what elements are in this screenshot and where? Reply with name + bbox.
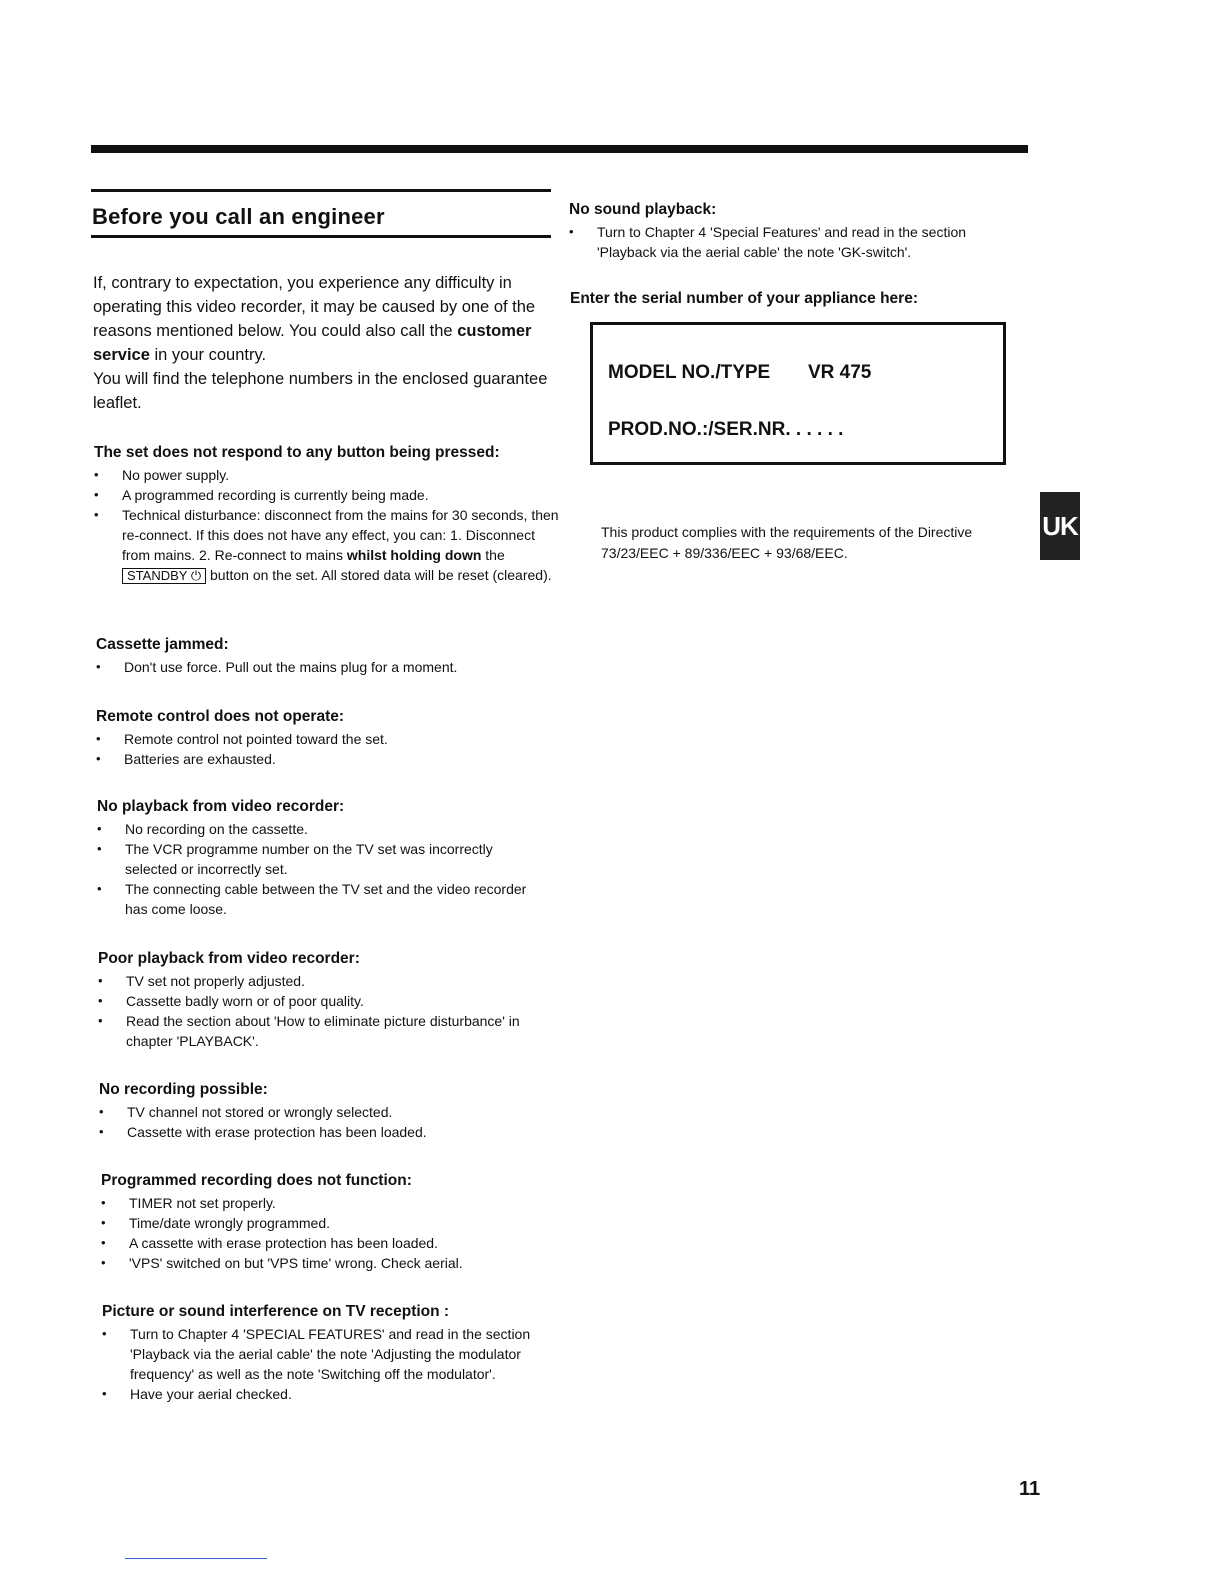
- section-cassette-jammed: [96, 635, 556, 677]
- section-heading: No playback from video recorder:: [97, 798, 345, 815]
- intro-text-3: You will find the telephone numbers in the enclosed guarantee leaflet.: [93, 370, 548, 412]
- list-item: • 'VPS' switched on but 'VPS time' wrong. Check aerial.: [101, 1253, 561, 1273]
- standby-button-label: STANDBY ⏻: [122, 568, 206, 584]
- section-no-recording: [99, 1080, 559, 1142]
- section-heading: Picture or sound interference on TV reception :: [102, 1303, 450, 1320]
- intro-text-1: If, contrary to expectation, you experience any difficulty in operating this video recorder, it may be caused by one of the reasons mentioned below. You could also call the: [93, 274, 536, 340]
- intro-bold-customer-service: customer service: [93, 322, 532, 364]
- section-heading: Cassette jammed:: [96, 636, 229, 653]
- section-interference: [102, 1302, 564, 1404]
- tech-bold: whilst holding down: [346, 547, 482, 563]
- tech-text-2: the: [485, 547, 505, 563]
- list-item: • No recording on the cassette.: [97, 819, 537, 839]
- list-item: • Remote control not pointed toward the set.: [96, 729, 556, 749]
- title-rule-bottom: [91, 235, 551, 238]
- model-label: MODEL NO./TYPE: [608, 362, 771, 383]
- serial-number-box: [590, 322, 1006, 465]
- list-item: • A cassette with erase protection has been loaded.: [101, 1233, 561, 1253]
- title-rule-top: [91, 189, 551, 192]
- list-item-technical: [94, 505, 564, 585]
- list-item: • The connecting cable between the TV set and the video recorder has come loose.: [97, 879, 537, 919]
- list-item: • TIMER not set properly.: [101, 1193, 561, 1213]
- serial-heading: Enter the serial number of your appliance here:: [570, 290, 918, 307]
- section-title: Before you call an engineer: [92, 204, 385, 229]
- compliance-statement: This product complies with the requirements of the Directive 73/23/EEC + 89/336/EEC + 93/68/EEC.: [601, 524, 973, 561]
- section-heading: Programmed recording does not function:: [101, 1172, 412, 1189]
- section-heading: Poor playback from video recorder:: [98, 950, 360, 967]
- list-item: • Batteries are exhausted.: [96, 749, 556, 769]
- section-no-sound: [569, 200, 1009, 262]
- section-heading: No recording possible:: [99, 1081, 268, 1098]
- tech-text-1: Technical disturbance: disconnect from the mains for 30 seconds, then re-connect. If this does not have any effect, you can: 1. Disconnect from mains. 2. Re-connect to mains: [122, 507, 559, 563]
- section-poor-playback: [98, 949, 558, 1051]
- list-item: • The VCR programme number on the TV set was incorrectly selected or incorrectly set.: [97, 839, 537, 879]
- section-heading: Remote control does not operate:: [96, 708, 345, 725]
- prod-serial-label: PROD.NO.:/SER.NR. . . . . .: [608, 419, 844, 440]
- section-programmed-recording: [101, 1171, 561, 1273]
- list-item: • Don't use force. Pull out the mains plug for a moment.: [96, 657, 556, 677]
- list-item: • Have your aerial checked.: [102, 1384, 564, 1404]
- list-item: • Read the section about 'How to eliminate picture disturbance' in chapter 'PLAYBACK'.: [98, 1011, 558, 1051]
- section-remote: [96, 707, 556, 769]
- section-no-response: [94, 443, 564, 585]
- list-item: • Cassette badly worn or of poor quality.: [98, 991, 558, 1011]
- list-item: • A programmed recording is currently being made.: [94, 485, 564, 505]
- section-heading: The set does not respond to any button being pressed:: [94, 444, 500, 461]
- list-item: • Turn to Chapter 4 'Special Features' and read in the section 'Playback via the aerial cable' the note 'GK-switch'.: [569, 222, 1009, 262]
- model-value: VR 475: [808, 362, 872, 383]
- tech-text-3: button on the set. All stored data will be reset (cleared).: [210, 567, 552, 583]
- list-item: • No power supply.: [94, 465, 564, 485]
- intro-paragraph: [93, 271, 558, 415]
- list-item: • TV channel not stored or wrongly selected.: [99, 1102, 559, 1122]
- list-item: • Time/date wrongly programmed.: [101, 1213, 561, 1233]
- footer-line: [125, 1558, 267, 1559]
- list-item: • Turn to Chapter 4 'SPECIAL FEATURES' and read in the section 'Playback via the aerial cable' the note 'Adjusting the modulator frequency' as well as the note 'Switching off the modulator'.: [102, 1324, 564, 1384]
- top-rule: [91, 145, 1028, 153]
- page-number: 11: [1019, 1478, 1041, 1500]
- section-no-playback: [97, 797, 537, 919]
- list-item: • Cassette with erase protection has been loaded.: [99, 1122, 559, 1142]
- language-tab: UK: [1040, 492, 1080, 560]
- list-item: • TV set not properly adjusted.: [98, 971, 558, 991]
- intro-text-2: in your country.: [154, 346, 267, 364]
- section-heading: No sound playback:: [569, 201, 717, 218]
